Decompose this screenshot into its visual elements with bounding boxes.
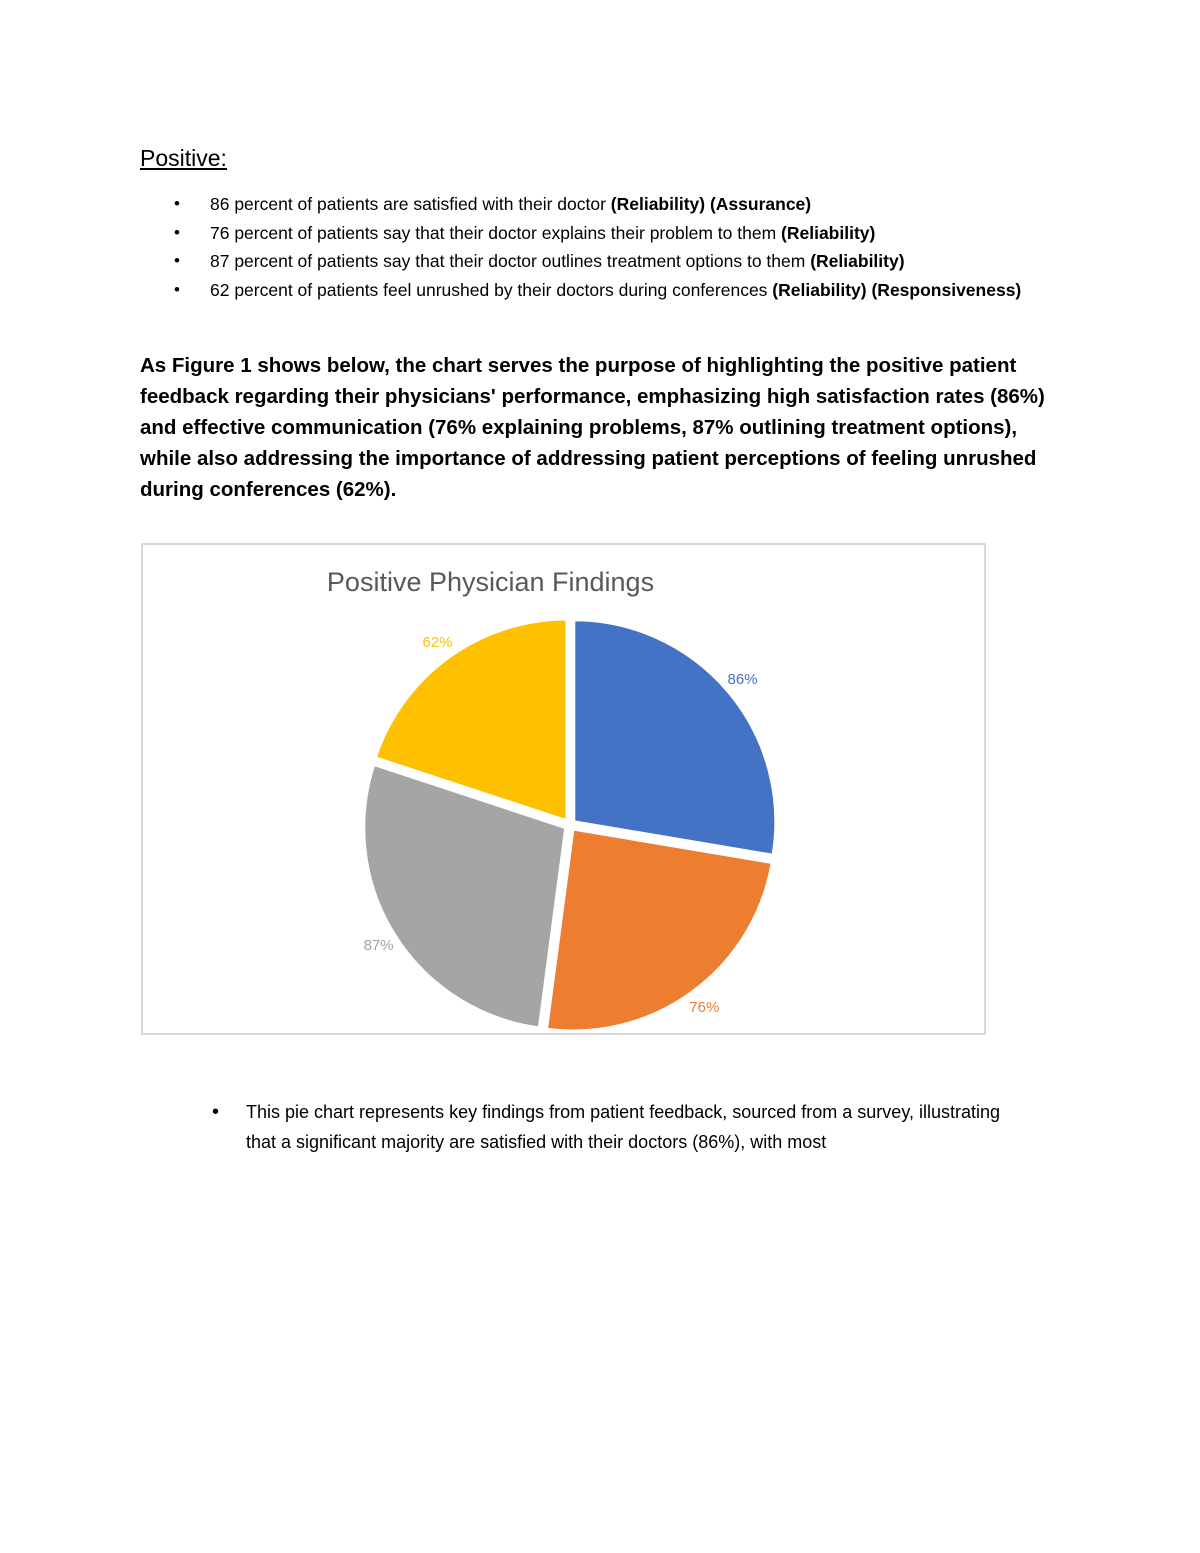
bullet-icon: • bbox=[212, 1101, 220, 1123]
data-label-doctor-explains-problem: 76% bbox=[689, 998, 720, 1016]
data-label-doctor-outlines-treatment-options: 87% bbox=[363, 937, 394, 955]
bullet-icon: • bbox=[174, 279, 180, 299]
figure-description-paragraph: As Figure 1 shows below, the chart serves the purpose of highlighting the positive patient feedback regarding their physicians' performance, emphasizing high satisfaction rates (86%) and effective communication (76% explaining problems, 87% outlining treatment options), while also addressing the importance of addressing patient perceptions of feeling unrushed during conferences (62%). bbox=[140, 354, 1045, 501]
bullet-text: 62 percent of patients feel unrushed by their doctors during conferences bbox=[210, 279, 773, 300]
bullet-text: 86 percent of patients are satisfied with their doctor bbox=[210, 194, 611, 214]
list-item bbox=[212, 1097, 1012, 1157]
list-item bbox=[168, 219, 1048, 248]
section-heading: Positive: bbox=[140, 145, 227, 171]
pie-slice-satisfied-with-doctor bbox=[574, 620, 776, 856]
bullet-icon: • bbox=[174, 251, 180, 270]
list-item bbox=[168, 247, 1048, 276]
pie-chart-frame bbox=[141, 543, 986, 1035]
bullet-text: 76 percent of patients say that their doctor explains their problem to them bbox=[210, 222, 782, 243]
chart-title: Positive Physician Findings bbox=[326, 567, 655, 597]
bullet-tags: (Reliability) bbox=[781, 222, 876, 243]
bullet-text: This pie chart represents key findings from patient feedback, sourced from a survey, illustrating that a significant majority are satisfied with their doctors (86%), with most bbox=[246, 1102, 1001, 1152]
data-label-feel-unrushed-during-conferences: 62% bbox=[422, 633, 453, 651]
pie-chart bbox=[143, 545, 988, 1037]
list-item bbox=[168, 276, 1048, 305]
bullet-text: 87 percent of patients say that their doctor outlines treatment options to them bbox=[210, 251, 811, 271]
bullet-tags: (Reliability) bbox=[810, 251, 905, 271]
pie-slice-doctor-explains-problem bbox=[547, 829, 773, 1031]
list-item bbox=[168, 190, 1048, 219]
bullet-icon: • bbox=[174, 222, 180, 242]
chart-notes-list bbox=[212, 1097, 1012, 1157]
bullet-tags: (Reliability) (Responsiveness) bbox=[772, 279, 1022, 300]
bullet-tags: (Reliability) (Assurance) bbox=[610, 194, 812, 214]
data-label-satisfied-with-doctor: 86% bbox=[727, 671, 758, 689]
bullet-icon: • bbox=[174, 194, 180, 213]
positive-findings-list bbox=[168, 190, 1048, 304]
